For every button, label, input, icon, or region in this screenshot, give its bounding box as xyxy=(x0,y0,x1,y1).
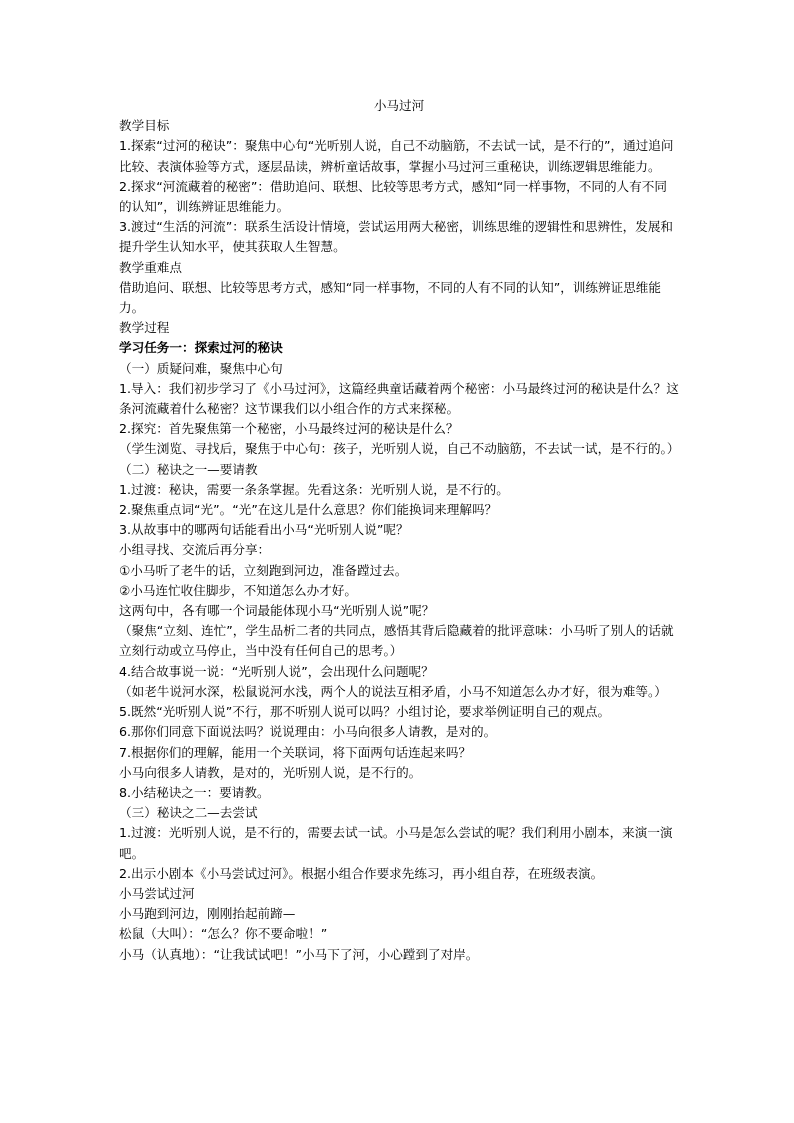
paragraph: （如老牛说河水深，松鼠说河水浅，两个人的说法互相矛盾，小马不知道怎么办才好，很为难等。） xyxy=(119,683,667,699)
paragraph: 5.既然“光听别人说”不行，那不听别人说可以吗？小组讨论，要求举例证明自己的观点。 xyxy=(119,704,611,720)
paragraph: 2.出示小剧本《小马尝试过河》。根据小组合作要求先练习，再小组自荐，在班级表演。 xyxy=(119,865,604,881)
paragraph: 2.聚焦重点词“光”。“光”在这儿是什么意思？你们能换词来理解吗？ xyxy=(119,502,498,518)
paragraph: 小马尝试过河 xyxy=(119,885,195,901)
paragraph: 2.探究：首先聚焦第一个秘密，小马最终过河的秘诀是什么？ xyxy=(119,421,459,437)
paragraph: 小马（认真地）：“让我试试吧！”小马下了河，小心蹚到了对岸。 xyxy=(119,946,479,962)
paragraph: （三）秘诀之二—去尝试 xyxy=(119,805,258,821)
paragraph: 小组寻找、交流后再分享： xyxy=(119,542,271,558)
paragraph: ②小马连忙收住脚步，不知道怎么办才好。 xyxy=(119,582,357,598)
paragraph: 小马跑到河边，刚刚抬起前蹄— xyxy=(119,906,296,922)
paragraph: 1.探索“过河的秘诀”：聚焦中心句“光听别人说，自己不动脑筋，不去试一试，是不行的”，通过追问比较、表演体验等方式，逐层品读，辨析童话故事，掌握小马过河三重秘诀，训练逻辑思维能力。 xyxy=(119,138,674,174)
paragraph: 1.导入：我们初步学习了《小马过河》，这篇经典童话藏着两个秘密：小马最终过河的秘诀是什么？这条河流藏着什么秘密？这节课我们以小组合作的方式来探秘。 xyxy=(119,380,679,417)
paragraph: 1.过渡：秘诀，需要一条条掌握。先看这条：光听别人说，是不行的。 xyxy=(119,481,509,497)
paragraph: （学生浏览、寻找后，聚焦于中心句：孩子，光听别人说，自己不动脑筋，不去试一试，是不行的。） xyxy=(119,441,680,457)
paragraph: ①小马听了老牛的话，立刻跑到河边，准备蹚过去。 xyxy=(119,562,408,578)
paragraph: （一）质疑问难，聚焦中心句 xyxy=(119,360,283,376)
paragraph: 3.渡过“生活的河流”：联系生活设计情境，尝试运用两大秘密，训练思维的逻辑性和思辨性，发展和提升学生认知水平，使其获取人生智慧。 xyxy=(119,219,674,255)
paragraph: 3.从故事中的哪两句话能看出小马“光听别人说”呢？ xyxy=(119,522,409,538)
document-body xyxy=(119,96,679,965)
paragraph: 7.根据你们的理解，能用一个关联词，将下面两句话连起来吗？ xyxy=(119,744,472,760)
paragraph: 教学过程 xyxy=(119,320,170,336)
paragraph: 教学目标 xyxy=(119,118,170,134)
document-lines xyxy=(119,116,679,965)
paragraph: 教学重难点 xyxy=(119,259,182,275)
document-title: 小马过河 xyxy=(373,98,425,113)
paragraph: （二）秘诀之一—要请教 xyxy=(119,461,258,477)
paragraph: 借助追问、联想、比较等思考方式，感知“同一样事物，不同的人有不同的认知”，训练辨证思维能力。 xyxy=(119,279,661,316)
paragraph: 1.过渡：光听别人说，是不行的，需要去试一试。小马是怎么尝试的呢？我们利用小剧本，来演一演吧。 xyxy=(119,825,673,861)
paragraph: 这两句中，各有哪一个词最能体现小马“光听别人说”呢？ xyxy=(119,603,435,619)
paragraph: 松鼠（大叫）：“怎么？你不要命啦！” xyxy=(119,926,328,942)
paragraph: 2.探求“河流藏着的秘密”：借助追问、联想、比较等思考方式，感知“同一样事物，不同的人有不同的认知”，训练辨证思维能力。 xyxy=(119,178,667,215)
paragraph: （聚焦“立刻、连忙”，学生品析二者的共同点，感悟其背后隐藏着的批评意味：小马听了别人的话就立刻行动或立马停止，当中没有任何自己的思考。） xyxy=(119,623,674,659)
paragraph: 8.小结秘诀之一：要请教。 xyxy=(119,784,270,800)
paragraph: 小马向很多人请教，是对的，光听别人说，是不行的。 xyxy=(119,764,422,780)
paragraph: 6.那你们同意下面说法吗？说说理由：小马向很多人请教，是对的。 xyxy=(119,724,497,740)
paragraph: 4.结合故事说一说：“光听别人说”，会出现什么问题呢？ xyxy=(119,663,434,679)
paragraph: 学习任务一：探索过河的秘诀 xyxy=(119,340,283,356)
